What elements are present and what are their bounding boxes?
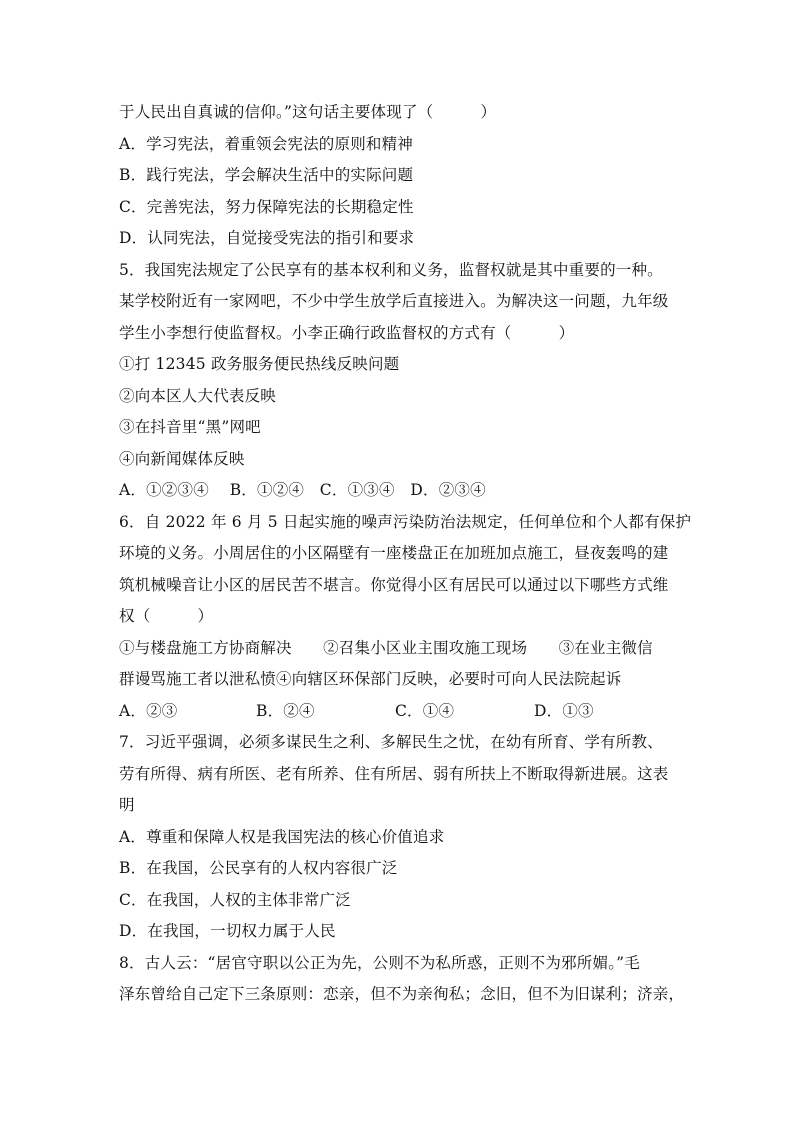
document-body — [119, 97, 692, 1011]
question-7-option-a: A．尊重和保障人权是我国宪法的核心价值追求 — [119, 827, 445, 846]
question-7-option-c: C．在我国，人权的主体非常广泛 — [119, 890, 351, 909]
question-5-item-4: ④向新闻媒体反映 — [119, 449, 245, 468]
question-4-option-a: A．学习宪法，着重领会宪法的原则和精神 — [119, 134, 413, 153]
question-5-stem-line: 某学校附近有一家网吧，不少中学生放学后直接进入。为解决这一问题，九年级 — [119, 292, 669, 310]
question-7-option-d: D．在我国，一切权力属于人民 — [119, 922, 336, 940]
question-6-stem-line: 筑机械噪音让小区的居民苦不堪言。你觉得小区有居民可以通过以下哪些方式维 — [119, 575, 669, 594]
question-6 — [119, 507, 692, 728]
question-5-stem-line: 学生小李想行使监督权。小李正确行政监督权的方式有（ ） — [119, 323, 575, 342]
question-6-stem-line: 6．自 2022 年 6 月 5 日起实施的噪声污染防治法规定，任何单位和个人都有保护 — [119, 512, 692, 531]
question-5-item-1: ①打 12345 政务服务便民热线反映问题 — [119, 355, 400, 373]
question-6-choice-d: D．①③ — [534, 701, 594, 720]
question-6-choice-b: B．②④ — [256, 701, 315, 720]
question-4-option-d: D．认同宪法，自觉接受宪法的指引和要求 — [119, 229, 415, 247]
question-4-option-b: B．践行宪法，学会解决生活中的实际问题 — [119, 166, 414, 184]
question-6-choice-a: A．②③ — [119, 701, 178, 720]
question-7 — [119, 727, 679, 948]
question-7-stem-line: 7．习近平强调，必须多谋民生之利、多解民生之忧，在幼有所育、学有所教、 — [119, 733, 663, 751]
question-6-stem-line: 权（ ） — [119, 607, 214, 625]
question-8 — [119, 948, 685, 1011]
question-4-stem-tail: 于人民出自真诚的信仰。”这句话主要体现了（ ） — [119, 103, 497, 121]
question-5-item-2: ②向本区人大代表反映 — [119, 386, 277, 405]
question-7-option-b: B．在我国，公民享有的人权内容很广泛 — [119, 859, 398, 877]
question-5-item-3: ③在抖音里“黑”网吧 — [119, 418, 261, 436]
question-5 — [119, 255, 679, 507]
question-4 — [119, 97, 679, 255]
question-6-stem-line: 环境的义务。小周居住的小区隔壁有一座楼盘正在加班加点施工，昼夜轰鸣的建 — [119, 544, 669, 562]
question-6-choice-c: C．①④ — [395, 701, 455, 720]
question-5-answer-choices: A．①②③④ B．①②④ C．①③④ D．②③④ — [119, 481, 486, 499]
question-6-answer-choices — [119, 696, 679, 728]
question-7-stem-line: 劳有所得、病有所医、老有所养、住有所居、弱有所扶上不断取得新进展。这表 — [119, 764, 669, 783]
question-4-option-c: C．完善宪法，努力保障宪法的长期稳定性 — [119, 197, 414, 216]
question-7-stem-line: 明 — [119, 796, 135, 814]
question-8-stem-line: 8．古人云：“居官守职以公正为先，公则不为私所惑，正则不为邪所媚。”毛 — [119, 953, 640, 972]
question-6-items-line: ①与楼盘施工方协商解决 ②召集小区业主围攻施工现场 ③在业主微信 — [119, 638, 653, 657]
question-8-stem-line: 泽东曾给自己定下三条原则：恋亲，但不为亲徇私；念旧，但不为旧谋利；济亲， — [119, 985, 685, 1003]
question-6-items-line: 群谩骂施工者以泄私愤④向辖区环保部门反映，必要时可向人民法院起诉 — [119, 670, 622, 688]
question-5-stem-line: 5．我国宪法规定了公民享有的基本权利和义务，监督权就是其中重要的一种。 — [119, 260, 663, 279]
